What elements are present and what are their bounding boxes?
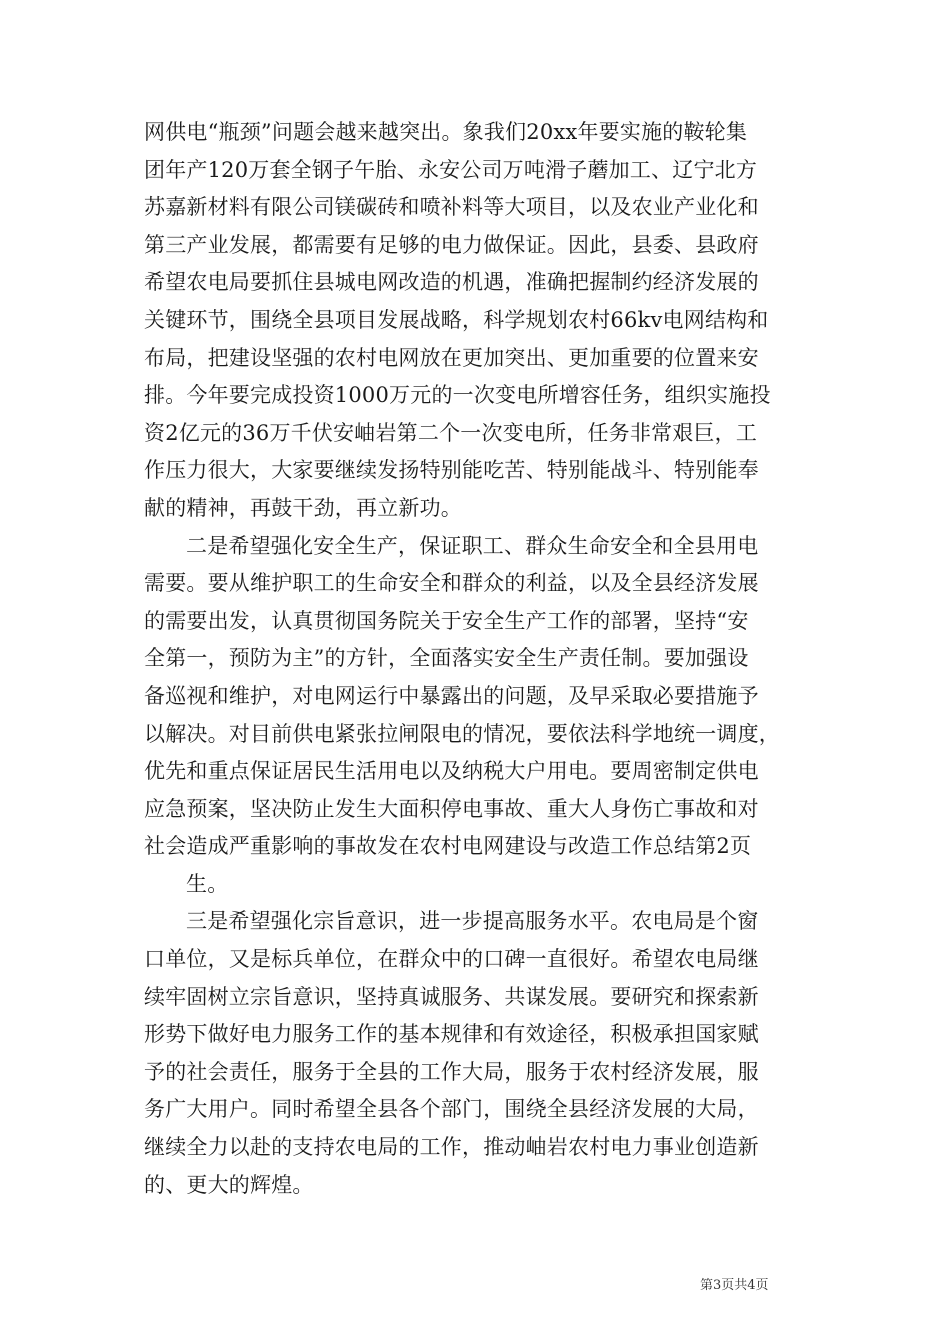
text-line: 以解决。对目前供电紧张拉闸限电的情况，要依法科学地统一调度，	[144, 721, 780, 746]
text-line: 应急预案，坚决防止发生大面积停电事故、重大人身伤亡事故和对	[144, 796, 759, 821]
text-line: 第三产业发展，都需要有足够的电力做保证。因此，县委、县政府	[144, 232, 759, 257]
text-line: 团年产120万套全钢子午胎、永安公司万吨滑子蘑加工、辽宁北方	[144, 157, 758, 182]
text-line: 优先和重点保证居民生活用电以及纳税大户用电。要周密制定供电	[144, 759, 759, 784]
page-number-footer: 第3页共4页	[700, 1278, 769, 1293]
text-line: 网供电“瓶颈”问题会越来越突出。象我们20xx年要实施的鞍轮集	[144, 120, 748, 144]
text-line: 布局，把建设坚强的农村电网放在更加突出、更加重要的位置来安	[144, 345, 759, 370]
text-line: 予的社会责任，服务于全县的工作大局，服务于农村经济发展，服	[144, 1059, 759, 1084]
paragraph-start-line: 二是希望强化安全生产，保证职工、群众生命安全和全县用电	[186, 533, 759, 558]
text-line: 献的精神，再鼓干劲，再立新功。	[144, 495, 462, 520]
text-line: 排。今年要完成投资1000万元的一次变电所增容任务，组织实施投	[144, 383, 771, 408]
text-line: 务广大用户。同时希望全县各个部门，围绕全县经济发展的大局，	[144, 1097, 759, 1122]
text-line: 形势下做好电力服务工作的基本规律和有效途径，积极承担国家赋	[144, 1022, 759, 1047]
text-line: 作压力很大，大家要继续发扬特别能吃苦、特别能战斗、特别能奉	[144, 458, 759, 483]
text-line: 的、更大的辉煌。	[144, 1172, 314, 1197]
text-line: 全第一，预防为主”的方针，全面落实安全生产责任制。要加强设	[144, 646, 749, 671]
text-line: 的需要出发，认真贯彻国务院关于安全生产工作的部署，坚持“安	[144, 608, 749, 633]
text-line: 继续全力以赴的支持农电局的工作，推动岫岩农村电力事业创造新	[144, 1135, 759, 1160]
text-line: 需要。要从维护职工的生命安全和群众的利益，以及全县经济发展	[144, 571, 759, 596]
text-line: 关键环节，围绕全县项目发展战略，科学规划农村66kv电网结构和	[144, 307, 769, 332]
paragraph-start-line: 三是希望强化宗旨意识，进一步提高服务水平。农电局是个窗	[186, 909, 759, 934]
text-line: 希望农电局要抓住县城电网改造的机遇，准确把握制约经济发展的	[144, 270, 759, 295]
text-line: 备巡视和维护，对电网运行中暴露出的问题，及早采取必要措施予	[144, 683, 759, 708]
document-body	[144, 114, 824, 1204]
paragraph-start-line: 生。	[186, 871, 229, 896]
text-line: 续牢固树立宗旨意识，坚持真诚服务、共谋发展。要研究和探索新	[144, 984, 759, 1009]
text-line: 社会造成严重影响的事故发在农村电网建设与改造工作总结第2页	[144, 834, 752, 859]
text-line: 资2亿元的36万千伏安岫岩第二个一次变电所，任务非常艰巨，工	[144, 420, 758, 445]
text-line: 苏嘉新材料有限公司镁碳砖和喷补料等大项目，以及农业产业化和	[144, 195, 759, 220]
text-line: 口单位，又是标兵单位，在群众中的口碑一直很好。希望农电局继	[144, 947, 759, 972]
